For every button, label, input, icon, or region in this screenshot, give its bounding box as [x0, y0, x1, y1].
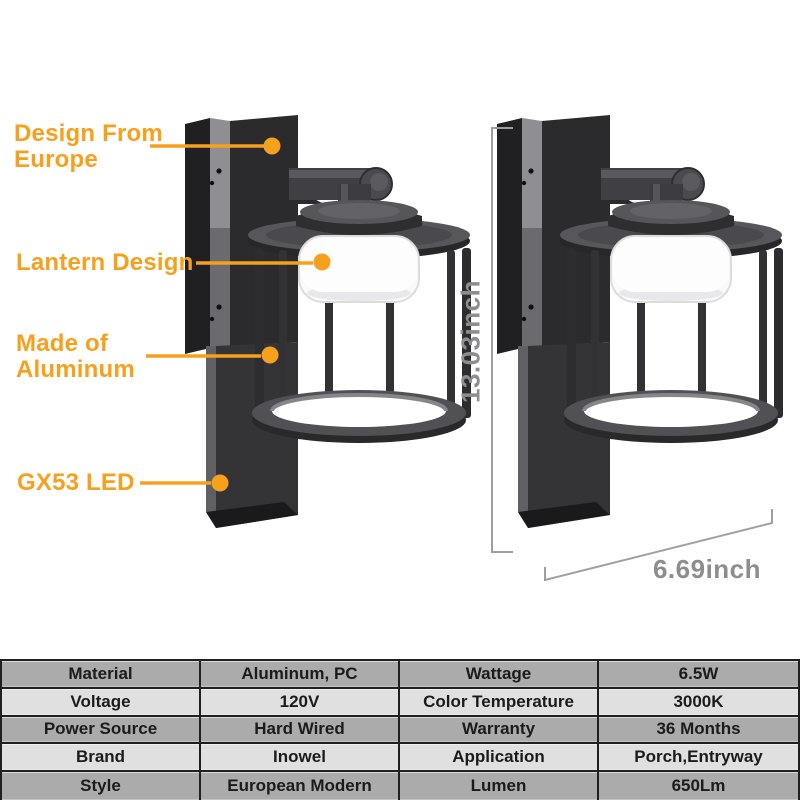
- spec-value-application: Porch,Entryway: [599, 744, 798, 772]
- spec-value-power-source: Hard Wired: [201, 717, 400, 745]
- spec-value-wattage: 6.5W: [599, 661, 798, 689]
- spec-value-lumen: 650Lm: [599, 772, 798, 800]
- callout-label-made-of-aluminum: Made of Aluminum: [16, 330, 135, 383]
- spec-label-application: Application: [400, 744, 599, 772]
- spec-table: [0, 659, 800, 800]
- spec-value-color-temperature: 3000K: [599, 689, 798, 717]
- spec-label-power-source: Power Source: [2, 717, 201, 745]
- callout-label-design-from-europe: Design From Europe: [14, 120, 163, 173]
- wall-lantern-drawing: [495, 108, 785, 548]
- spec-value-voltage: 120V: [201, 689, 400, 717]
- callout-label-lantern-design: Lantern Design: [16, 249, 194, 276]
- spec-label-lumen: Lumen: [400, 772, 599, 800]
- spec-label-style: Style: [2, 772, 201, 800]
- spec-value-style: European Modern: [201, 772, 400, 800]
- spec-label-brand: Brand: [2, 744, 201, 772]
- callout-label-gx53-led: GX53 LED: [17, 469, 135, 496]
- spec-label-color-temperature: Color Temperature: [400, 689, 599, 717]
- spec-label-warranty: Warranty: [400, 717, 599, 745]
- height-dimension-label: 13.03inch: [455, 280, 486, 404]
- spec-value-material: Aluminum, PC: [201, 661, 400, 689]
- spec-label-material: Material: [2, 661, 201, 689]
- spec-value-warranty: 36 Months: [599, 717, 798, 745]
- spec-label-voltage: Voltage: [2, 689, 201, 717]
- spec-value-brand: Inowel: [201, 744, 400, 772]
- spec-label-wattage: Wattage: [400, 661, 599, 689]
- wall-lantern-drawing: [183, 108, 473, 548]
- width-dimension-label: 6.69inch: [652, 554, 762, 584]
- wall-lantern-image-left: [183, 108, 473, 548]
- wall-lantern-image-right: [495, 108, 785, 548]
